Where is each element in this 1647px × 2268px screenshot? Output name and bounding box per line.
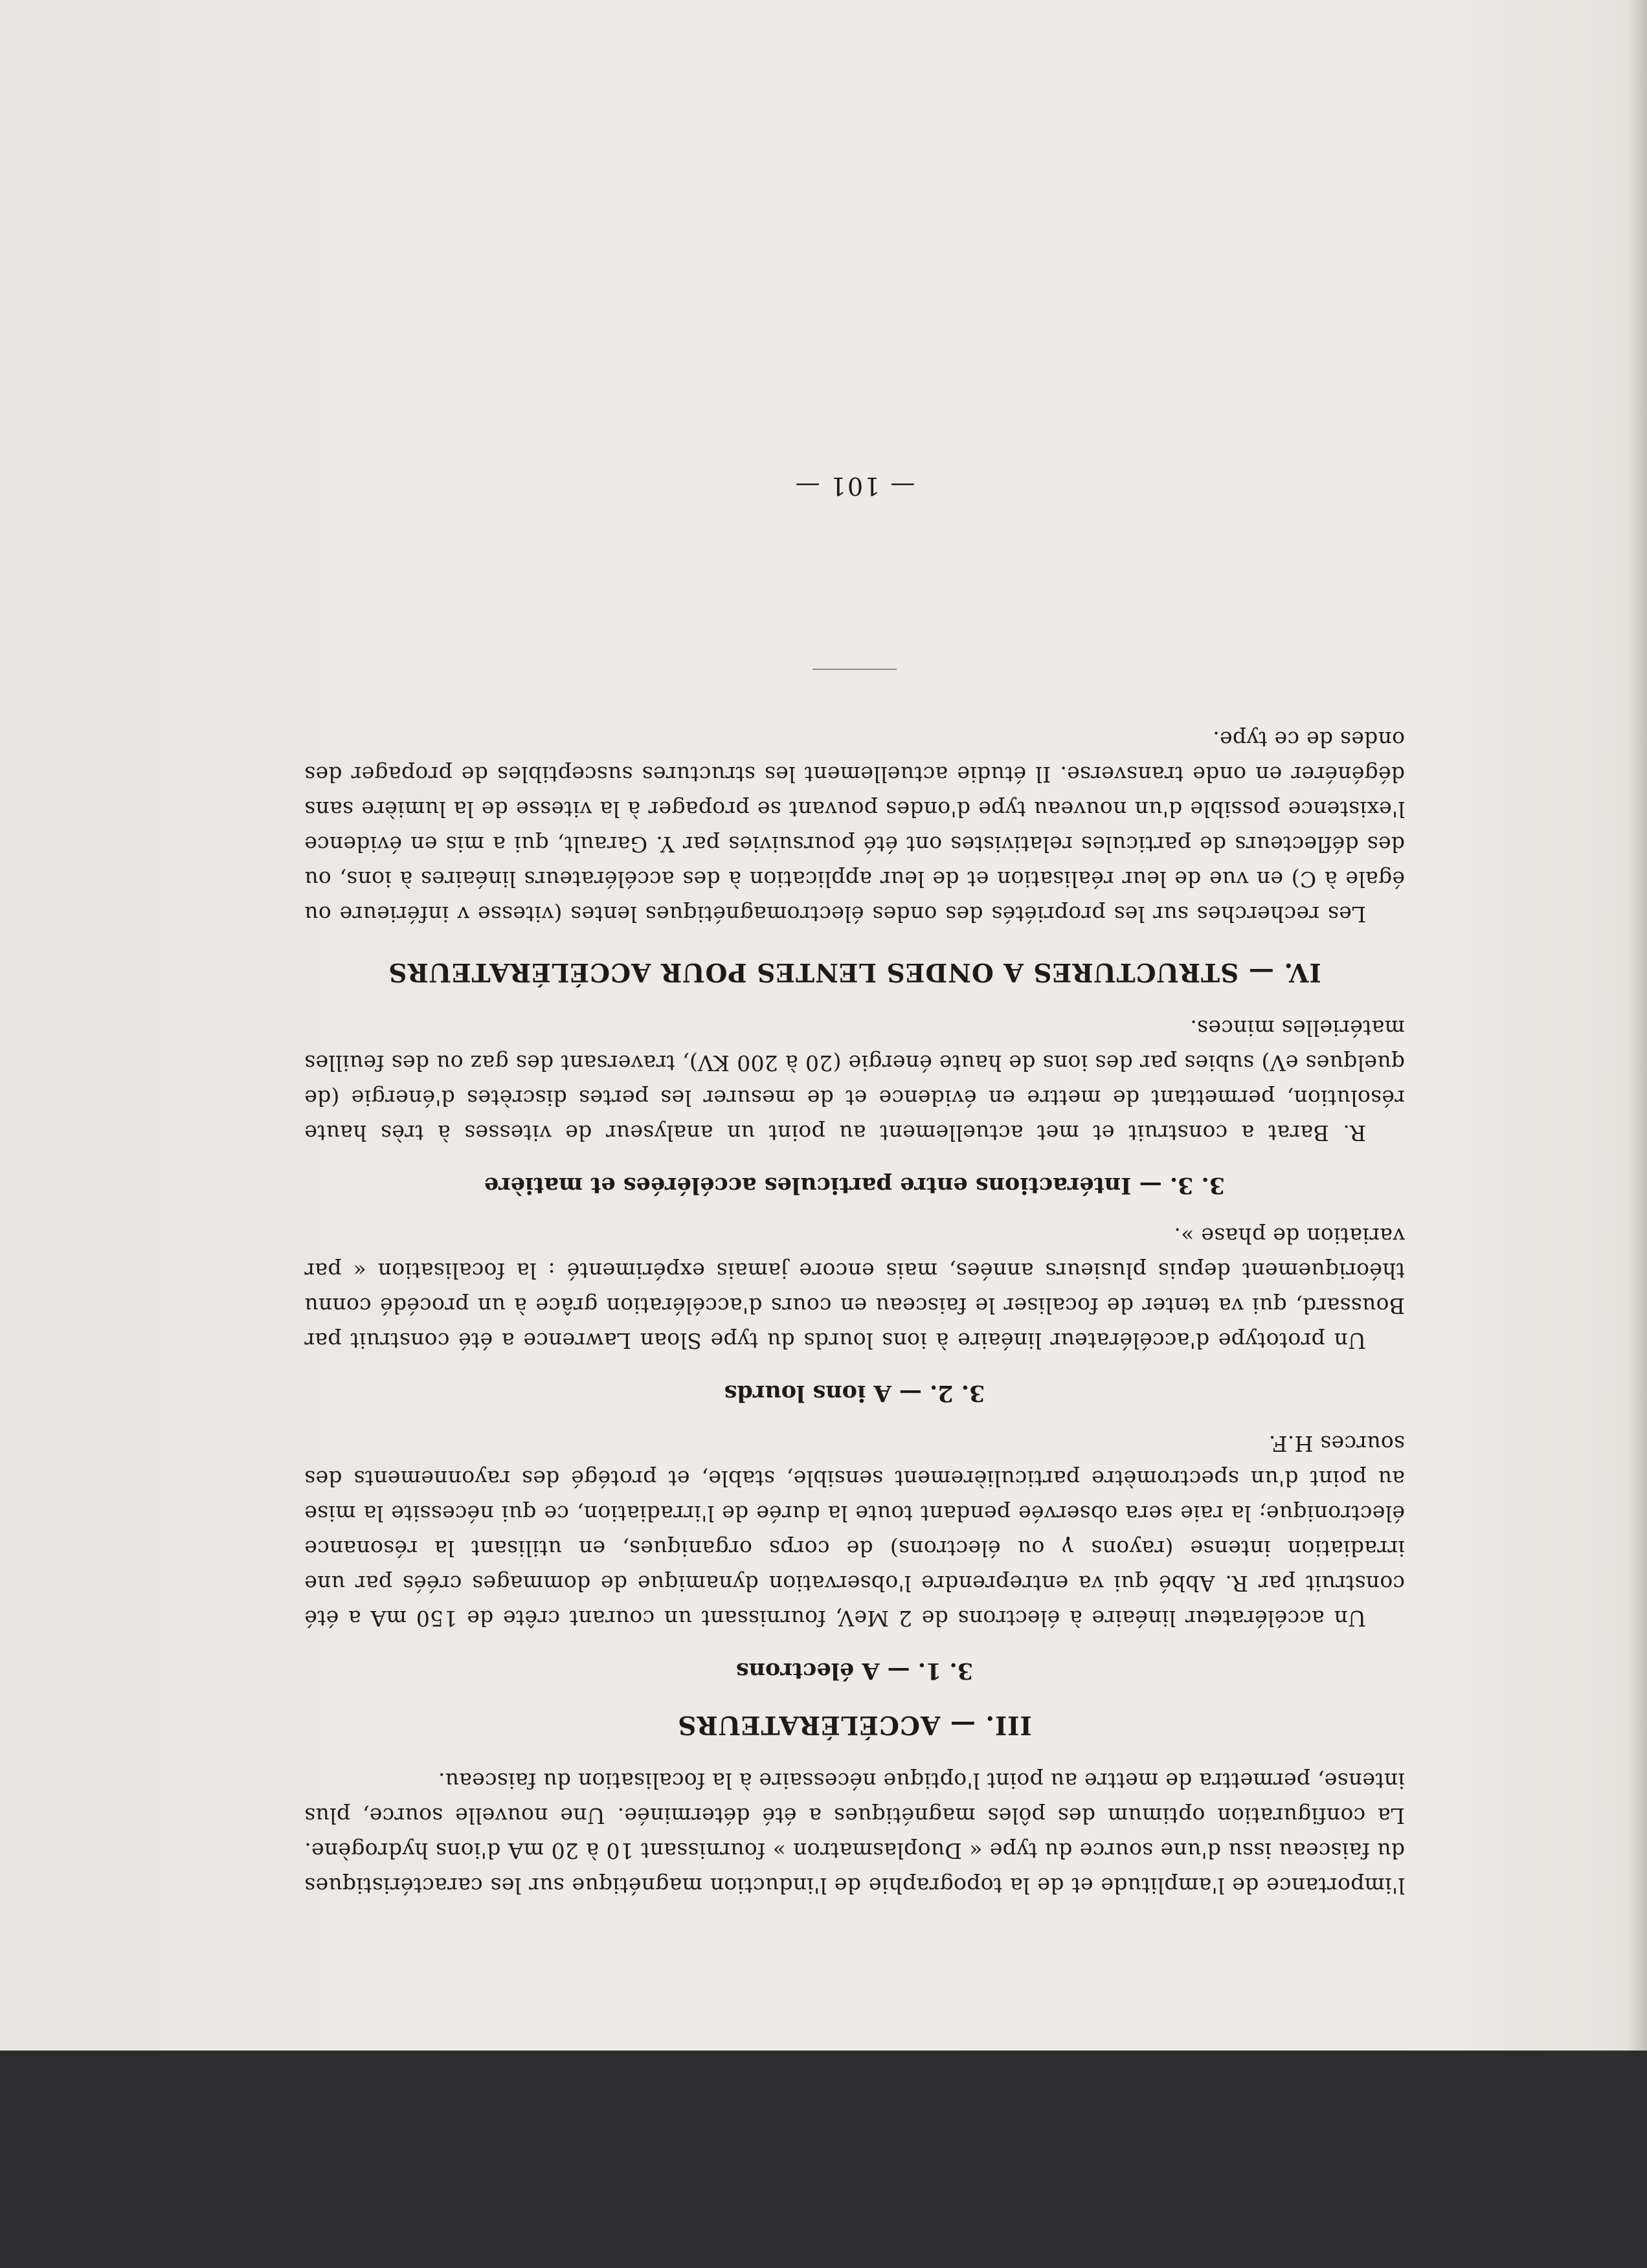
paragraph-electron-accelerator: Un accélérateur linéaire à électrons de 2 MeV, fournissant un courant crête de 150 mA a été construit par R. Abbé qui va entreprendre l'observation dynamique de dommages créés par une irradiation intense (rayons γ ou électrons) de corps organiques, en utilisant la résonance électronique; la raie sera observée pendant toute la durée de l'irradiation, ce qui nécessite la mise au point d'un spectromètre particulièrement sensible, stable, et protégé des rayonnements des sources H.F.	[304, 1431, 1405, 1631]
paper-edge-shadow	[1628, 0, 1647, 2051]
subheading-ions-lourds: 3. 2. — A ions lourds	[724, 1380, 985, 1406]
paragraph-heavy-ion-accelerator: Un prototype d'accélérateur linéaire à ions lourds du type Sloan Lawrence a été construit par Boussard, qui va tenter de focaliser le faisceau en cours d'accélération grâce à un procédé connu théoriquement depuis plusieurs années, mais encore jamais expérimenté : la focalisation « par variation de phase ».	[304, 1223, 1405, 1353]
subheading-electrons: 3. 1. — A électrons	[735, 1658, 974, 1684]
heading-ondes-lentes: IV. — STRUCTURES A ONDES LENTES POUR ACCÉLÉRATEURS	[388, 957, 1321, 987]
heading-accelerateurs: III. — ACCÉLÉRATEURS	[677, 1710, 1032, 1740]
page-content	[304, 155, 1405, 1903]
paragraph-slow-waves: Les recherches sur les propriétés des ondes électromagnétiques lentes (vitesse v inférieure ou égale à C) en vue de leur réalisation et de leur application à des accélérateurs linéaires à ions, ou des déflecteurs de particules relativistes ont été poursuivies par Y. Garault, qui a mis en évidence l'existence possible d'un nouveau type d'ondes pouvant se propager à la vitesse de la lumière sans dégénérer en onde transverse. Il étudie actuellement les structures susceptibles de propager des ondes de ce type.	[304, 727, 1405, 927]
subheading-interactions: 3. 3. — Intéractions entre particules accélérées et matière	[484, 1172, 1226, 1199]
scanner-backdrop	[0, 2051, 1647, 2268]
separator-rule	[812, 669, 897, 670]
paragraph-velocity-analyzer: R. Barat a construit et met actuellement au point un analyseur de vitesses à très haute résolution, permettant de mettre en évidence et de mesurer les pertes discrètes d'énergie (de quelques eV) subies par des ions de haute énergie (20 à 200 KV), traversant des gaz ou des feuilles matérielles minces.	[304, 1016, 1405, 1146]
paragraph-ion-source: l'importance de l'amplitude et de la topographie de l'induction magnétique sur les caractéristiques du faisceau issu d'une source du type « Duoplasmatron » fournissant 10 à 20 mA d'ions hydrogène. La configuration optimum des pôles magnétiques a été déterminée. Une nouvelle source, plus intense, permettra de mettre au point l'optique nécessaire à la focalisation du faisceau.	[304, 1768, 1405, 1898]
page-number: — 101 —	[794, 472, 915, 500]
